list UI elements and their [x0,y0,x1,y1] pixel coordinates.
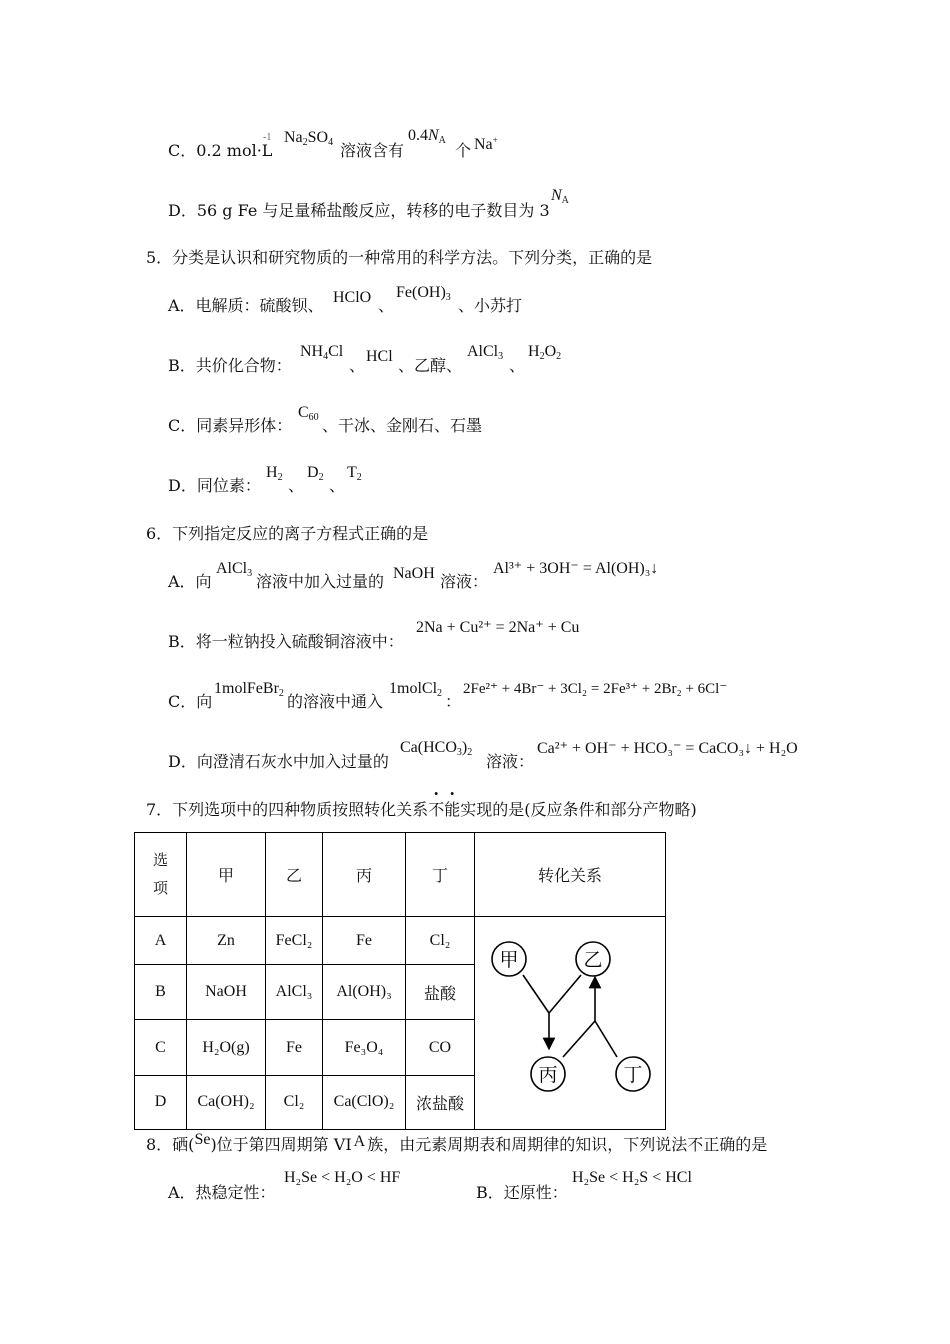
q5-stem: 5．分类是认识和研究物质的一种常用的科学方法。下列分类，正确的是 [146,248,653,267]
row-d-jia: Ca(OH)₂ [187,1075,266,1129]
q6-c-febr2: 1molFeBr$_2$ [214,680,284,699]
row-a-jia: Zn [187,917,266,965]
q4-d-na: $N_A$ [551,187,569,206]
node-yi-label: 乙 [583,949,603,971]
q5-d-h2: $H_2$ [266,464,283,483]
q5-d-sep1: 、 [288,476,305,495]
row-d-bing: Ca(ClO)₂ [323,1075,406,1129]
row-d-yi: Cl₂ [266,1075,323,1129]
row-a-yi: FeCl₂ [266,917,323,965]
q6-a-tail: 溶液： [440,572,489,591]
q6-c-equation: 2Fe²⁺ + 4Br⁻ + 3Cl₂ = 2Fe³⁺ + 2Br₂ + 6Cl⁻ [463,681,728,697]
q4-c-text: 溶液含有 [340,141,405,160]
q6-a-equation: Al³⁺ + 3OH⁻ = Al(OH)₃↓ [493,560,659,577]
q6-d-tail: 溶液： [486,752,535,771]
q8-option-b: B．还原性： [476,1183,568,1202]
q7-stem: 7．下列选项中的四种物质按照转化关系不能实现的是(反应条件和部分产物略) [146,800,697,819]
q4-c-na2so4: $Na_2SO_4$ [284,129,334,148]
q5-option-a: A．电解质：硫酸钡、 [168,296,324,315]
q8-a-equation: H₂Se < H₂O < HF [284,1169,401,1186]
row-c-option: C [135,1020,187,1075]
row-a-option: A [135,917,187,965]
relation-diagram [475,917,665,1129]
relation-diagram-cell [475,917,666,1130]
row-b-option: B [135,965,187,1020]
header-yi: 乙 [266,833,323,917]
q6-option-c: C．向 [168,692,213,711]
q6-b-equation: 2Na + Cu²⁺ = 2Na⁺ + Cu [416,619,580,636]
q8-se: Se [194,1131,211,1148]
q6-d-equation: Ca²⁺ + OH⁻ + HCO₃⁻ = CaCO₃↓ + H₂O [537,740,798,757]
table-row [135,917,666,965]
q6-c-tail: ： [445,692,462,711]
row-c-yi: Fe [266,1020,323,1075]
q5-a-hclo: HClO [333,289,372,306]
q6-option-b: B．将一粒钠投入硫酸铜溶液中： [168,632,404,651]
q5-b-h2o2: $H_2O_2$ [528,343,562,362]
header-bing: 丙 [323,833,406,917]
q5-b-hcl: HCl [366,348,393,365]
row-b-ding: 盐酸 [406,965,475,1020]
row-c-ding: CO [406,1020,475,1075]
q5-d-d2: $D_2$ [307,464,324,483]
row-a-ding: Cl₂ [406,917,475,965]
q5-a-tail: 、小苏打 [458,296,523,315]
q5-a-feoh3: $Fe(OH)_3$ [396,284,451,303]
edge-jia-junction [523,975,549,1013]
q5-b-nh4cl: $NH_4Cl$ [300,343,344,362]
node-ding-label: 丁 [623,1064,643,1086]
q6-stem: 6．下列指定反应的离子方程式正确的是 [146,524,429,543]
row-c-jia: H₂O(g) [187,1020,266,1075]
q5-d-sep2: 、 [329,476,346,495]
q7-table [134,832,666,1130]
row-b-bing: Al(OH)₃ [323,965,406,1020]
row-a-bing: Fe [323,917,406,965]
emphasis-can: 能 [444,800,461,819]
q6-c-mid: 的溶液中通入 [287,692,384,711]
row-d-option: D [135,1075,187,1129]
q5-option-c: C．同素异形体： [168,416,293,435]
q6-a-alcl3: AlCl$_3$ [216,560,253,579]
q8-stem: 8．硒(Se)位于第四周期第 VI A 族，由元素周期表和周期律的知识，下列说法不正确的是 [146,1131,768,1154]
row-c-bing: Fe₃O₄ [323,1020,406,1075]
node-jia-label: 甲 [499,949,519,971]
q6-option-d: D．向澄清石灰水中加入过量的 [168,752,389,771]
q4-option-d: D．56 g Fe 与足量稀盐酸反应，转移的电子数目为 3 [168,201,550,220]
edge-yi-junction [549,975,581,1013]
q5-b-mid: 、乙醇、 [398,356,463,375]
q5-a-sep: 、 [378,296,395,315]
q6-d-cahco3: $Ca(HCO_3)_2$ [400,739,473,758]
header-option: 选项 [135,833,187,917]
q5-b-sep1: 、 [349,356,366,375]
q5-b-sep2: 、 [509,356,526,375]
table-header-row [135,833,666,917]
header-relation: 转化关系 [475,833,666,917]
q4-c-04na: $0.4N_A$ [408,127,446,146]
edge-ding-junction2 [595,1021,617,1057]
q4-c-exponent: -1 [263,132,272,143]
header-jia: 甲 [187,833,266,917]
q5-option-b: B．共价化合物： [168,356,292,375]
q5-c-tail: 、干冰、金刚石、石墨 [322,416,483,435]
q4-c-na-ion: Na+ [474,135,498,153]
row-d-ding: 浓盐酸 [406,1075,475,1129]
q5-c-c60: $C_{60}$ [298,404,319,423]
edge-bing-junction2 [563,1021,595,1057]
q4-c-text2: 个 [455,141,472,160]
q6-option-a: A．向 [168,572,212,591]
q6-a-mid: 溶液中加入过量的 [256,572,385,591]
node-bing-label: 丙 [538,1064,558,1086]
emphasis-no: 不 [428,800,445,819]
q5-b-alcl3: AlCl$_3$ [467,343,504,362]
q8-b-equation: H₂Se < H₂S < HCl [572,1169,692,1186]
q6-c-cl2: 1molCl$_2$ [389,680,443,699]
header-ding: 丁 [406,833,475,917]
q5-option-d: D．同位素： [168,476,261,495]
q4-option-c: C．0.2 mol·L [168,141,273,160]
row-b-jia: NaOH [187,965,266,1020]
q6-a-naoh: NaOH [393,565,435,582]
q8-a: A [353,1133,366,1150]
q5-d-t2: $T_2$ [347,464,362,483]
q8-option-a: A．热稳定性： [168,1183,276,1202]
row-b-yi: AlCl₃ [266,965,323,1020]
